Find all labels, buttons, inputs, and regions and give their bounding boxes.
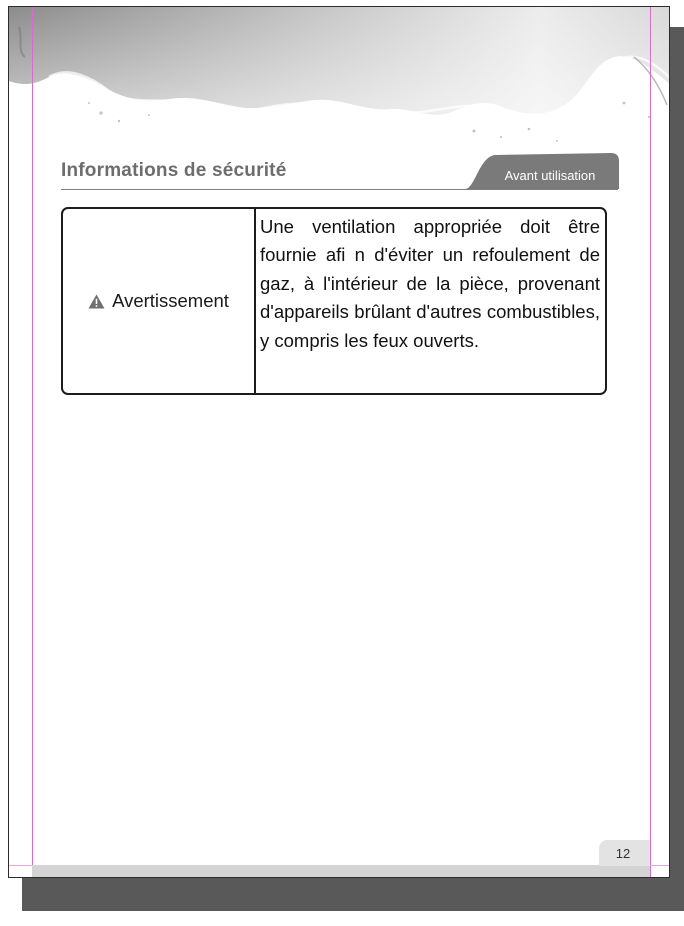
right-margin-guide [650, 7, 651, 877]
footer-band [32, 865, 650, 878]
left-margin-guide [32, 7, 33, 877]
warning-label-text: Avertissement [112, 290, 229, 311]
warning-label-cell [63, 209, 256, 393]
section-title: Informations de sécurité [61, 160, 287, 181]
warning-text: Une ventilation appropriée doit être fournie afi n d'éviter un refoulement de gaz, à l'intérieur de la pièce, provenant d'appareils brûlant d'autres combustibles, y compris les feux ouverts. [260, 216, 600, 351]
warning-table [61, 207, 607, 395]
warning-triangle-icon [88, 294, 105, 309]
title-underline [61, 189, 618, 190]
water-splash-header-image [9, 7, 670, 152]
document-page [8, 6, 670, 878]
section-tab-label: Avant utilisation [504, 168, 596, 183]
page-number: 12 [615, 846, 631, 861]
warning-label [88, 290, 229, 312]
